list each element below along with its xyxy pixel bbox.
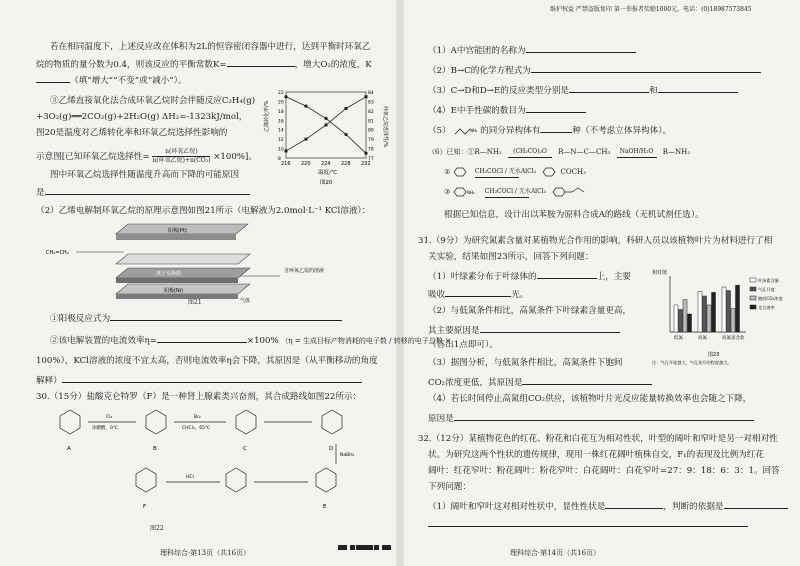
r-q6-3: ③ NH₂ CH₃COCl / 无水AlCl₃ [444,186,588,198]
fig20-point [325,124,328,127]
q31-line-10: （4）若长时间停止高氮组CO₂供应，该植物叶片光反应能量转换效率也会随之下降， [428,394,752,404]
fig23-legend-label: 胞间CO₂浓度 [758,296,783,301]
acetanilide-icon [552,186,588,198]
fig23-legend-swatch [750,296,756,300]
fig20-point [344,133,347,136]
r-q6-4: 根据已知信息，设计出以苯胺为原料合成A的路线（无机试剂任选）。 [444,210,704,220]
q31-line-1: 31.（9分）为研究氮素含量对某植物光合作用的影响，科研人员以该植物叶片为材料进行了相 [418,236,773,246]
q32-line-1: 32.（12分）某植物花色的红花、粉花和白花互为相对性状，叶型的阔叶和窄叶是另一对相对性 [418,434,778,444]
reagent-2: Br₂ [194,415,201,420]
figure-22-synthesis [40,404,390,520]
fig20-ytick-right: 80 [368,128,374,134]
footer-right: 理科综合·第14页（共16页） [510,549,601,557]
q-a3-line: 100%），KCl溶液的浓度不宜太高，否则电流效率η会下降，其原因是（从平衡移动的角度 [36,356,378,366]
fig20-ytick-right: 78 [368,147,374,153]
intro-line-2: 烷的物质的量分数为0.4，则该反应的平衡常数K= ，增大O₂的浓度，K [36,60,372,70]
compound-a-label: A [67,446,71,452]
fig20-ylabel-left: 乙烯转化率/% [264,100,270,132]
q3-line-3: 图20是温度对乙烯转化率和环氧乙烷选择性影响的 [36,128,228,138]
fig20-point [284,95,287,98]
fig23-bar [722,287,726,332]
fig21-ethylene-label: CH₂=CH₂ [46,250,69,256]
reagent-2-cond: CHCl₃，65℃ [182,426,211,431]
fig20-xtick: 232 [361,161,371,167]
q30-line: 30.（15分）盐酸克仑特罗（F）是一种肾上腺素类兴奋剂，其合成路线如图22所示： [36,392,362,402]
figure-21-diagram [40,220,360,306]
fig20-xtick: 224 [321,161,331,167]
amine-skeleton-icon [453,126,477,136]
fig20-ylabel-right: 环氧乙烷选择性/% [382,106,388,148]
q3-line-1: ③乙烯直接氧化法合成环氧乙烷时会伴随反应C₂H₄(g) [50,96,256,106]
q32-line-6 [428,518,748,531]
fig20-ytick-left: 8 [278,157,281,162]
selectivity-numerator: n(环氧乙烷) [152,148,210,157]
figure-20-chart [262,88,392,188]
fig20-point [324,117,327,120]
footer-left: 理科综合·第13页（共16页） [160,549,251,557]
fig20-ytick-right: 82 [368,109,374,115]
q-a4-line: 解释） [36,374,362,387]
fig20-point [304,105,307,108]
fig20-ytick-left: 12 [278,138,284,144]
fig20-ytick-right: 77 [368,157,374,162]
figure-23-chart [650,266,796,366]
q-a2-line: ②该电解装置的电流效率η= ×100% （η = 生成目标产物消耗的电子数 / 转移的电子总数 × [50,336,451,346]
q31-line-6: 其主要原因是 [428,324,620,337]
q32-line-2: 状。为研究这两个性状的遗传规律，现用一株红花阔叶植株自交，F₁的表现及比例为红花 [428,450,764,460]
reagent-1-cond: 冰醋酸，0℃ [92,426,118,431]
fig21-gas-label: 气体 [240,298,251,304]
fig23-legend-label: 气孔开度 [758,287,775,292]
fig20-ytick-left: 22 [278,91,284,96]
q3-line-2: +3O₂(g)══2CO₂(g)+2H₂O(g) ΔH₂=-1323kJ/mol， [36,112,248,122]
fig21-cathode-label: 阴极(Ni) [164,288,184,294]
fig20-caption: 图20 [320,180,333,186]
q31-line-4: 吸收 光。 [428,290,529,300]
fig23-category-label: 低氮 [674,336,683,341]
compound-f-label: F [143,504,147,510]
q-a1-line: ①阳极反应式为 [50,312,342,325]
q3-line-4: 示意图[已知环氧乙烷选择性= n(环氧乙烷) n(环氧乙烷)+n(CO₂) ×100%]。 [36,148,257,164]
fig20-xlabel: 温度/℃ [318,170,338,176]
fig20-point [365,95,368,98]
fig23-bar [712,292,716,332]
fig20-ytick-left: 10 [278,147,284,153]
fig23-note: 注：气孔开度越大，气孔张开的程度越大。 [652,360,732,365]
q31-line-2: 关实验，结果如图23所示，回答下列问题： [428,252,594,262]
benzene-icon [542,166,558,178]
fig23-bar [698,292,702,333]
fig20-xtick: 216 [281,161,291,167]
fig23-bar [703,296,707,332]
aniline-icon [453,186,479,198]
fig23-ylabel: 相对值 [652,270,668,276]
fig20-ytick-right: 79 [368,138,374,144]
q31-line-3: （1）叶绿素分布于叶绿体的 上，主要 [428,272,631,282]
fig20-xtick: 228 [341,161,351,167]
fig20-point [285,149,288,152]
r-q3: （3）C→D和D→E的反应类型分别是 和 [428,84,738,97]
fig23-bar [679,310,683,333]
fig23-bar [707,305,711,332]
fig20-ytick-left: 14 [278,128,284,134]
fig20-ytick-left: 20 [278,100,284,106]
r-q5: （5） NH₂ 的同分异构体有 种（不考虑立体异构体）。 [428,126,672,136]
selectivity-denominator: n(环氧乙烷)+n(CO₂) [152,157,211,164]
fig21-membrane-label: 离子交换膜 [156,271,182,277]
right-page [400,0,800,566]
fig23-bar [683,300,687,332]
svg-text:NH₂: NH₂ [470,127,478,133]
compound-e-label: E [323,504,327,510]
fig23-bar [688,314,692,332]
fig23-caption: 图23 [708,352,720,358]
compound-b-label: B [153,446,157,452]
q2-line-1: （2）乙烯电解制环氧乙烷的原理示意图如图21所示（电解液为2.0mol·L⁻¹ KCl溶液）： [36,206,371,216]
q32-line-5: （1）阔叶和窄叶这对相对性状中，显性性状是 ，判断的依据是 [428,500,788,513]
fig23-legend-swatch [750,287,756,291]
fig20-xtick: 220 [301,161,311,167]
q31-line-7: （答出1点即可）。 [428,340,498,350]
r-q6-2: ② CH₃COCl / 无水AlCl₃ COCH₃ [444,168,586,176]
fig20-ytick-left: 18 [278,109,284,115]
reagent-4: NaBH₄ [340,453,355,458]
svg-text:NH₂: NH₂ [466,190,475,195]
fig21-anode-label: 阳极(Pt) [168,228,187,234]
intro-line-1: 若在相同温度下，上述反应改在体积为2L的恒容密闭容器中进行，达到平衡时环氧乙 [50,42,371,52]
q31-line-5: （2）与低氮条件相比，高氮条件下叶绿素含量更高， [428,306,632,316]
fig23-legend-label: 叶绿素含量 [758,278,779,283]
r-q2: （2）B→C的化学方程式为 [428,64,761,77]
q3-line-6: 是 [36,186,250,199]
compound-c-label: C [243,446,247,452]
compound-d-label: D [329,446,334,452]
q31-line-9: CO₂浓度更低，其原因是 [428,376,652,389]
fig20-point [305,138,308,141]
r-q6-1: （6）已知：①R—NH₂ (CH₃CO)₂O R—N—C—CH₃ NaOH/H₂O R—NH₂ [428,148,691,156]
fig23-category-label: 高氮 [698,336,707,341]
fig20-ytick-left: 16 [278,119,284,125]
fig20-ytick-right: 83 [368,100,374,106]
q32-line-4: 下列问题： [428,482,471,492]
fig21-caption: 图21 [188,299,202,306]
benzene-icon [453,166,469,178]
fig20-point [345,107,348,110]
fig20-ytick-right: 84 [368,91,374,96]
fig22-caption: 图22 [150,525,164,532]
fig21-product-label: 含环氧乙烷的溶液 [284,268,325,274]
fig23-category-label: 高氮富含盐 [722,336,745,341]
fig23-legend-swatch [750,305,756,309]
fig20-ytick-right: 81 [368,119,374,125]
reagent-1: Cl₂ [106,415,113,420]
fig23-bar [727,291,731,332]
fig20-point [364,152,367,155]
fig23-legend-label: 光合速率 [758,305,775,310]
q32-line-3: 阔叶：红花窄叶：粉花阔叶：粉花窄叶：白花阔叶：白花窄叶=27：9：18：6：3：1。回答 [428,466,780,476]
fig23-bar [731,309,735,332]
fig23-bar [674,305,678,332]
reagent-3: HCl [186,475,194,480]
q31-line-8: （3）据图分析，与低氮条件相比，高氮条件下胞间 [428,358,623,368]
r-q4: （4）E中手性碳的数目为 [428,104,586,117]
r-q1: （1）A中官能团的名称为 [428,44,636,57]
fig23-bar [736,285,740,332]
q31-line-11: 原因是 [428,412,754,425]
intro-line-3: （填“增大”“不变”或“减小”）。 [36,74,187,87]
q3-line-5: 图中环氧乙烷选择性随温度升高而下降的可能原因 [50,170,240,180]
header-notice: 维护权益 严禁盗版复印 第一举报者奖励1000元，电话：(0)18987573845 [550,6,752,13]
footer-marks-right [350,537,400,556]
fig23-legend-swatch [750,278,756,282]
